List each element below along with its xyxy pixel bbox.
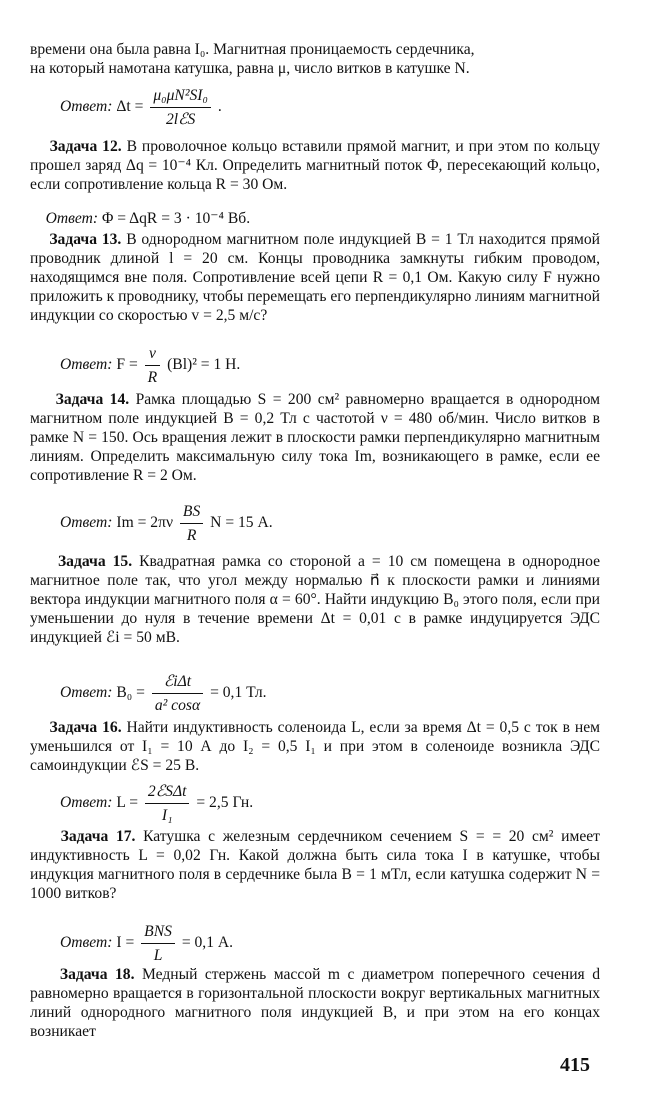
task-text: Медный стержень массой m с диаметром поперечного сечения d равномерно вращается в горизонтальной плоскости вокруг вертикальных магнитных линий однородного магнитного поля индукцией B, и при этом на его концах возникает [30,966,600,1040]
answer-label: Ответ: [60,934,113,952]
fraction-numerator: BS [180,502,203,524]
answer-fraction [150,86,211,129]
answer-17 [60,922,233,965]
answer-label: Ответ: [45,210,99,227]
answer-16 [60,782,253,825]
answer-label: Ответ: [60,356,113,374]
task-title: Задача 18. [59,966,135,983]
answer-tail: = 0,1 А. [181,934,234,952]
task-title: Задача 12. [49,138,122,155]
fraction-numerator: ℰiΔt [152,672,203,694]
task-title: Задача 16. [49,719,122,736]
task-17 [30,827,600,903]
answer-lhs: L = [116,794,139,812]
answer-tail: = 2,5 Гн. [196,794,254,812]
fraction-denominator: L [153,947,163,964]
fraction-numerator: μ₀μN²SI₀ [150,86,211,108]
task-18 [30,965,600,1041]
answer-tail: N = 15 А. [210,514,273,532]
answer-fraction [145,782,190,825]
answer-15 [60,672,267,715]
answer-fraction [152,672,203,715]
answer-fraction [145,344,161,387]
task-text: Рамка площадью S = 200 см² равномерно вращается в однородном магнитном поле индукцией B = 0,2 Тл с частотой ν = 480 об/мин. Число витков в рамке N = 150. Ось вращения лежит в плоскости рамки перпендикулярно магнитным линиям. Определить максимальную силу тока Im, возникающего в рамке, если ее сопротивление R = 2 Ом. [30,391,600,484]
fraction-denominator: 2lℰS [165,111,196,128]
answer-tail: . [217,98,222,116]
task-text: В проволочное кольцо вставили прямой магнит, и при этом по кольцу прошел заряд Δq = 10⁻⁴ Кл. Определить магнитный поток Φ, пересекающий кольцо, если сопротивление кольца R = 30 Ом. [30,138,601,193]
fraction-denominator: I₁ [161,807,173,824]
task-16 [30,718,600,775]
intro-line-1: времени она была равна I₀. Магнитная проницаемость сердечника, [30,41,475,58]
intro-line-2: на который намотана катушка, равна μ, число витков в катушке N. [30,60,470,77]
answer-value: Φ = ΔqR = 3 · 10⁻⁴ Вб. [101,210,251,227]
answer-label: Ответ: [60,98,113,116]
fraction-numerator: BNS [141,922,175,944]
answer-label: Ответ: [60,794,113,812]
answer-12 [30,209,600,228]
task-text: Катушка с железным сердечником сечением S = = 20 см² имеет индуктивность L = 0,02 Гн. Какой должна быть сила тока I в катушке, чтобы индукция магнитного поля в сердечнике была B = 1 мТл, если катушка содержит N = 1000 витков? [30,828,600,902]
task-13 [30,230,600,325]
fraction-denominator: R [147,369,158,386]
answer-fraction [180,502,203,545]
answer-lhs: I = [116,934,135,952]
task-text: Квадратная рамка со стороной a = 10 см помещена в однородное магнитное поле так, что угол между нормалью n⃗ к плоскости рамки и линиями вектора индукции магнитного поля α = 60°. Найти индукцию B₀ этого поля, если при уменьшении до нуля в течение времени Δt = 0,01 с в рамке индуцируется ЭДС индукцией ℰi = 50 мВ. [30,553,600,646]
fraction-numerator: v [145,344,161,366]
answer-tail: = 0,1 Тл. [210,684,267,702]
task-title: Задача 15. [57,553,133,570]
fraction-denominator: a² cosα [154,697,201,714]
answer-lhs: F = [116,356,138,374]
answer-11 [60,86,222,129]
answer-14 [60,502,273,545]
fraction-denominator: R [186,527,197,544]
page-number: 415 [560,1054,590,1076]
task-text: В однородном магнитном поле индукцией B = 1 Тл находится прямой проводник длиной l = 20 см. Концы проводника замкнуты гибким проводом, находящимся вне поля. Сопротивление всей цепи R = 0,1 Ом. Какую силу F нужно приложить к проводнику, чтобы перемещать его перпендикулярно линиям магнитной индукции со скоростью v = 2,5 м/с? [30,231,601,324]
answer-lhs: Im = 2πν [116,514,174,532]
task-15 [30,552,600,647]
answer-lhs: B₀ = [116,684,145,702]
fraction-numerator: 2ℰSΔt [145,782,190,804]
task-title: Задача 13. [49,231,122,248]
task-title: Задача 14. [55,391,130,408]
answer-tail: (Bl)² = 1 Н. [167,356,241,374]
task-text: Найти индуктивность соленоида L, если за время Δt = 0,5 с ток в нем уменьшился от I₁ = 10 А до I₂ = 0,5 I₁ и при этом в соленоиде возникла ЭДС самоиндукции ℰS = 25 В. [30,719,600,774]
task-12 [30,137,600,194]
answer-lhs: Δt = [116,98,144,116]
answer-label: Ответ: [60,514,113,532]
answer-label: Ответ: [60,684,113,702]
task-title: Задача 17. [60,828,136,845]
answer-fraction [141,922,175,965]
task-14 [30,390,600,485]
answer-13 [60,344,240,387]
